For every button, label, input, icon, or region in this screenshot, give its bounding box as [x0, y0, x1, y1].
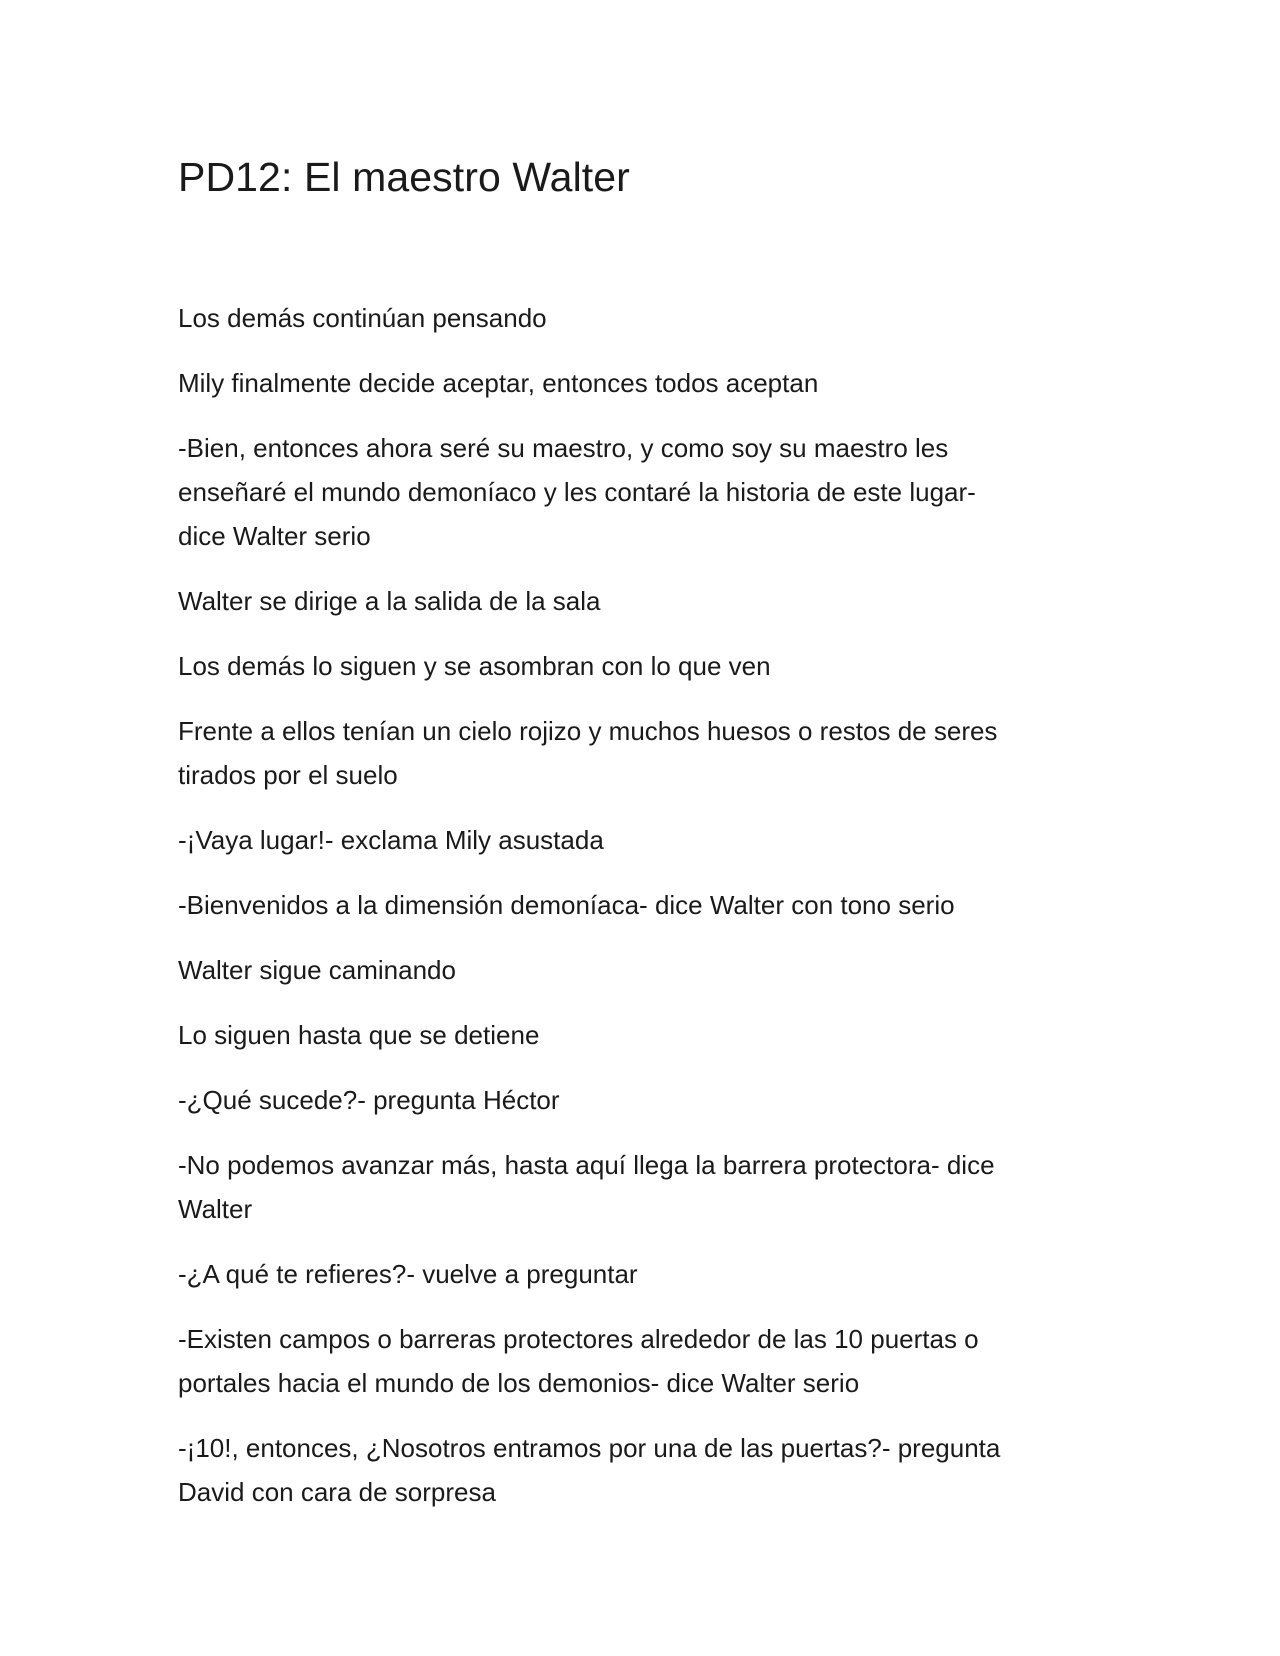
text-line: -¿Qué sucede?- pregunta Héctor — [178, 1085, 560, 1115]
paragraph — [178, 948, 1098, 992]
text-line: enseñaré el mundo demoníaco y les contaré la historia de este lugar- — [178, 477, 976, 507]
text-line: -¿A qué te refieres?- vuelve a preguntar — [178, 1259, 638, 1289]
paragraph — [178, 883, 1098, 927]
document-body — [178, 296, 1098, 1535]
text-line: -Bienvenidos a la dimensión demoníaca- dice Walter con tono serio — [178, 890, 955, 920]
paragraph — [178, 1143, 1098, 1231]
text-line: dice Walter serio — [178, 521, 371, 551]
document-title: PD12: El maestro Walter — [178, 154, 630, 200]
text-line: -¡10!, entonces, ¿Nosotros entramos por una de las puertas?- pregunta — [178, 1433, 1001, 1463]
text-line: Los demás continúan pensando — [178, 303, 547, 333]
paragraph — [178, 361, 1098, 405]
text-line: portales hacia el mundo de los demonios- dice Walter serio — [178, 1368, 860, 1398]
text-line: Walter — [178, 1194, 253, 1224]
paragraph — [178, 1252, 1098, 1296]
text-line: Walter se dirige a la salida de la sala — [178, 586, 601, 616]
text-line: -Bien, entonces ahora seré su maestro, y como soy su maestro les — [178, 433, 949, 463]
paragraph — [178, 1317, 1098, 1405]
paragraph — [178, 709, 1098, 797]
paragraph — [178, 1078, 1098, 1122]
paragraph — [178, 818, 1098, 862]
text-line: tirados por el suelo — [178, 760, 398, 790]
text-line: Mily finalmente decide aceptar, entonces todos aceptan — [178, 368, 819, 398]
text-line: -¡Vaya lugar!- exclama Mily asustada — [178, 825, 604, 855]
text-line: -Existen campos o barreras protectores alrededor de las 10 puertas o — [178, 1324, 979, 1354]
text-line: Frente a ellos tenían un cielo rojizo y muchos huesos o restos de seres — [178, 716, 998, 746]
paragraph — [178, 1013, 1098, 1057]
text-line: Los demás lo siguen y se asombran con lo que ven — [178, 651, 771, 681]
paragraph — [178, 1426, 1098, 1514]
text-line: Lo siguen hasta que se detiene — [178, 1020, 540, 1050]
text-line: Walter sigue caminando — [178, 955, 456, 985]
paragraph — [178, 579, 1098, 623]
text-line: -No podemos avanzar más, hasta aquí llega la barrera protectora- dice — [178, 1150, 995, 1180]
paragraph — [178, 426, 1098, 558]
paragraph — [178, 296, 1098, 340]
paragraph — [178, 644, 1098, 688]
text-line: David con cara de sorpresa — [178, 1477, 496, 1507]
